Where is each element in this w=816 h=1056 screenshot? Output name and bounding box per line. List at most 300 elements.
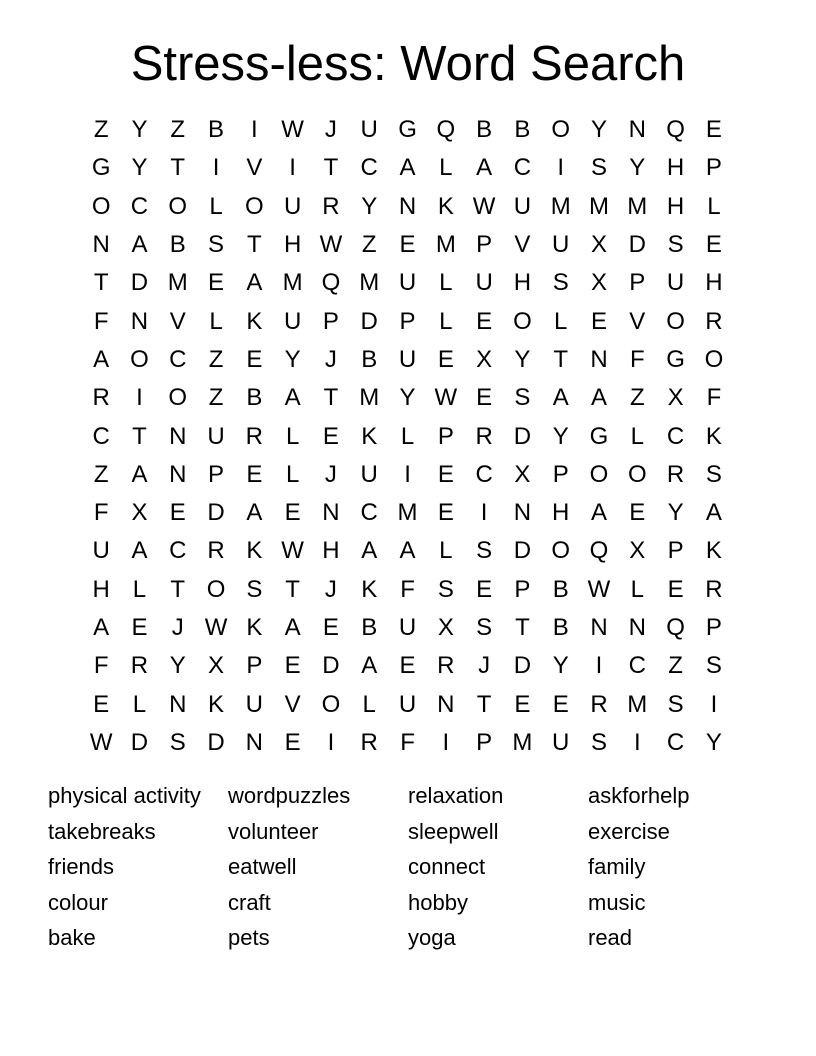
grid-letter[interactable]: R — [245, 422, 263, 450]
grid-letter[interactable]: H — [283, 231, 302, 259]
grid-letter[interactable]: D — [130, 269, 149, 297]
grid-letter[interactable]: J — [478, 652, 491, 680]
grid-letter[interactable]: O — [666, 307, 685, 335]
grid-letter[interactable]: D — [207, 728, 225, 756]
grid-letter[interactable]: W — [587, 575, 611, 603]
grid-letter[interactable]: D — [513, 652, 532, 680]
grid-letter[interactable]: Y — [399, 384, 416, 412]
grid-letter[interactable]: L — [132, 690, 147, 718]
grid-letter[interactable]: G — [666, 345, 685, 373]
grid-letter[interactable]: C — [360, 499, 378, 527]
grid-letter[interactable]: E — [591, 307, 608, 335]
grid-letter[interactable]: R — [92, 384, 110, 412]
grid-letter[interactable]: L — [285, 460, 300, 488]
grid-letter[interactable]: A — [246, 269, 263, 297]
grid-letter[interactable]: U — [245, 690, 263, 718]
grid-letter[interactable]: P — [629, 269, 646, 297]
grid-letter[interactable]: B — [514, 116, 531, 144]
grid-letter[interactable]: F — [629, 345, 645, 373]
word-list-item: eatwell — [228, 854, 297, 880]
grid-letter[interactable]: N — [398, 192, 417, 220]
grid-letter[interactable]: P — [399, 307, 416, 335]
grid-letter[interactable]: L — [132, 575, 147, 603]
grid-letter[interactable]: N — [590, 614, 608, 641]
grid-letter[interactable]: A — [552, 384, 569, 412]
grid-letter[interactable]: V — [284, 690, 301, 718]
grid-letter[interactable]: U — [552, 231, 570, 259]
grid-letter[interactable]: B — [476, 116, 493, 144]
grid-letter[interactable]: O — [589, 460, 609, 488]
grid-letter[interactable]: E — [705, 116, 722, 144]
grid-letter[interactable]: T — [247, 231, 262, 259]
grid-letter[interactable]: E — [399, 231, 416, 259]
grid-letter[interactable]: O — [551, 116, 571, 144]
grid-letter[interactable]: C — [628, 652, 646, 680]
word-list-item: exercise — [588, 818, 670, 844]
grid-letter[interactable]: Q — [589, 537, 609, 565]
grid-letter[interactable]: C — [169, 345, 187, 373]
grid-letter[interactable]: W — [434, 384, 458, 412]
grid-letter[interactable]: S — [169, 728, 186, 756]
grid-letter[interactable]: M — [167, 269, 188, 297]
grid-letter[interactable]: I — [595, 652, 603, 680]
grid-letter[interactable]: U — [360, 460, 378, 488]
grid-letter[interactable]: U — [360, 116, 378, 144]
grid-letter[interactable]: D — [513, 537, 532, 565]
grid-letter[interactable]: S — [476, 614, 493, 641]
grid-letter[interactable]: O — [704, 345, 724, 373]
grid-letter[interactable]: C — [666, 728, 685, 756]
grid-letter[interactable]: L — [209, 307, 223, 335]
grid-letter[interactable]: C — [130, 192, 149, 220]
grid-letter[interactable]: G — [589, 422, 609, 450]
grid-letter[interactable]: A — [361, 537, 378, 565]
grid-letter[interactable]: K — [705, 422, 722, 450]
grid-letter[interactable]: E — [93, 690, 110, 718]
grid-letter[interactable]: M — [512, 728, 533, 756]
grid-letter[interactable]: K — [705, 537, 722, 565]
grid-letter[interactable]: A — [93, 345, 110, 373]
grid-letter[interactable]: E — [476, 575, 493, 603]
grid-letter[interactable]: Q — [321, 269, 341, 297]
grid-letter[interactable]: C — [475, 460, 493, 488]
grid-letter[interactable]: P — [208, 460, 225, 488]
grid-letter[interactable]: H — [666, 192, 685, 220]
grid-letter[interactable]: M — [627, 192, 648, 220]
grid-letter[interactable]: A — [284, 384, 301, 412]
grid-letter[interactable]: T — [515, 614, 530, 641]
grid-letter[interactable]: S — [552, 269, 569, 297]
grid-letter[interactable]: R — [590, 690, 608, 718]
grid-letter[interactable]: N — [513, 499, 532, 527]
grid-letter[interactable]: W — [89, 728, 113, 756]
grid-letter[interactable]: B — [552, 575, 569, 603]
grid-letter[interactable]: S — [437, 575, 454, 603]
grid-row — [82, 494, 733, 532]
grid-letter[interactable]: H — [92, 575, 110, 603]
grid-letter[interactable]: Z — [93, 116, 109, 144]
grid-letter[interactable]: R — [705, 575, 723, 603]
grid-letter[interactable]: Y — [629, 154, 646, 182]
grid-letter[interactable]: L — [707, 192, 721, 220]
grid-letter[interactable]: A — [361, 652, 378, 680]
grid-letter[interactable]: O — [513, 307, 532, 335]
grid-letter[interactable]: L — [630, 422, 644, 450]
grid-letter[interactable]: P — [705, 154, 722, 182]
grid-letter[interactable]: S — [667, 690, 684, 718]
grid-letter[interactable]: Y — [361, 192, 378, 220]
grid-letter[interactable]: A — [131, 231, 148, 259]
grid-letter[interactable]: D — [207, 499, 225, 527]
grid-letter[interactable]: Y — [514, 345, 531, 373]
grid-letter[interactable]: Y — [552, 652, 569, 680]
grid-letter[interactable]: E — [552, 690, 569, 718]
grid-letter[interactable]: O — [245, 192, 264, 220]
grid-letter[interactable]: E — [284, 652, 301, 680]
grid-letter[interactable]: K — [361, 575, 378, 603]
grid-letter[interactable]: L — [554, 307, 568, 335]
grid-letter[interactable]: I — [404, 460, 411, 488]
grid-letter[interactable]: R — [705, 307, 723, 335]
grid-letter[interactable]: A — [705, 499, 722, 527]
grid-letter[interactable]: P — [322, 307, 339, 335]
grid-letter[interactable]: A — [93, 614, 110, 641]
grid-letter[interactable]: Q — [436, 116, 456, 144]
grid-letter[interactable]: E — [514, 690, 531, 718]
grid-letter[interactable]: A — [284, 614, 301, 641]
grid-letter[interactable]: C — [666, 422, 685, 450]
grid-letter[interactable]: T — [170, 154, 186, 182]
grid-letter[interactable]: Z — [93, 460, 109, 488]
grid-letter[interactable]: I — [289, 154, 296, 182]
grid-letter[interactable]: T — [323, 384, 339, 412]
grid-letter[interactable]: U — [513, 192, 532, 220]
grid-letter[interactable]: O — [130, 345, 149, 373]
word-list-item: family — [588, 854, 646, 880]
grid-letter[interactable]: L — [285, 422, 300, 450]
grid-letter[interactable]: O — [627, 460, 647, 488]
grid-letter[interactable]: Q — [666, 116, 685, 144]
grid-letter[interactable]: R — [322, 192, 340, 220]
grid-letter[interactable]: S — [208, 231, 225, 259]
grid-letter[interactable]: H — [666, 154, 685, 182]
grid-letter[interactable]: L — [439, 537, 453, 565]
grid-letter[interactable]: F — [706, 384, 722, 412]
grid-letter[interactable]: F — [93, 307, 109, 335]
grid-letter[interactable]: P — [705, 614, 722, 641]
grid-letter[interactable]: K — [361, 422, 378, 450]
grid-letter[interactable]: U — [398, 690, 417, 718]
grid-letter[interactable]: M — [359, 384, 380, 412]
grid-letter[interactable]: O — [91, 192, 111, 220]
grid-letter[interactable]: H — [322, 537, 340, 565]
grid-letter[interactable]: E — [437, 499, 454, 527]
grid-letter[interactable]: N — [437, 690, 455, 718]
grid-letter[interactable]: B — [246, 384, 263, 412]
grid-letter[interactable]: B — [552, 614, 569, 641]
grid-letter[interactable]: E — [131, 614, 148, 641]
grid-letter[interactable]: V — [514, 231, 531, 259]
grid-letter[interactable]: M — [282, 269, 303, 297]
grid-letter[interactable]: A — [131, 537, 148, 565]
grid-letter[interactable]: M — [435, 231, 456, 259]
grid-letter[interactable]: X — [591, 231, 608, 259]
grid-letter[interactable]: U — [398, 614, 417, 641]
grid-letter[interactable]: R — [207, 537, 225, 565]
grid-letter[interactable]: J — [324, 116, 337, 144]
grid-letter[interactable]: J — [324, 345, 337, 373]
grid-letter[interactable]: K — [246, 537, 263, 565]
grid-letter[interactable]: V — [169, 307, 186, 335]
grid-letter[interactable]: I — [136, 384, 143, 412]
grid-letter[interactable]: N — [322, 499, 340, 527]
grid-letter[interactable]: S — [705, 652, 722, 680]
grid-letter[interactable]: X — [667, 384, 684, 412]
grid-letter[interactable]: L — [209, 192, 223, 220]
grid-letter[interactable]: Z — [361, 231, 377, 259]
grid-letter[interactable]: T — [170, 575, 186, 603]
grid-letter[interactable]: S — [514, 384, 531, 412]
grid-letter[interactable]: W — [319, 231, 343, 259]
grid-letter[interactable]: D — [322, 652, 340, 680]
grid-letter[interactable]: E — [437, 345, 454, 373]
grid-letter[interactable]: B — [361, 614, 378, 641]
grid-letter[interactable]: N — [169, 690, 187, 718]
grid-row — [82, 456, 733, 494]
grid-letter[interactable]: W — [472, 192, 496, 220]
grid-letter[interactable]: Z — [208, 345, 224, 373]
grid-letter[interactable]: Y — [705, 728, 722, 756]
grid-letter[interactable]: B — [361, 345, 378, 373]
grid-letter[interactable]: D — [628, 231, 646, 259]
grid-letter[interactable]: C — [169, 537, 187, 565]
grid-letter[interactable]: K — [246, 307, 263, 335]
grid-letter[interactable]: O — [321, 690, 341, 718]
grid-letter[interactable]: P — [514, 575, 531, 603]
grid-letter[interactable]: R — [360, 728, 378, 756]
word-list-item: music — [588, 889, 646, 915]
grid-letter[interactable]: I — [442, 728, 450, 756]
grid-letter[interactable]: R — [130, 652, 149, 680]
letter-grid[interactable] — [82, 111, 733, 762]
grid-letter[interactable]: T — [285, 575, 300, 603]
grid-letter[interactable]: P — [437, 422, 454, 450]
grid-letter[interactable]: E — [476, 384, 493, 412]
grid-letter[interactable]: J — [171, 614, 184, 641]
grid-letter[interactable]: U — [398, 269, 417, 297]
grid-letter[interactable]: T — [476, 690, 492, 718]
grid-letter[interactable]: B — [208, 116, 225, 144]
grid-letter[interactable]: U — [283, 307, 302, 335]
grid-letter[interactable]: S — [667, 231, 684, 259]
grid-letter[interactable]: L — [362, 690, 376, 718]
grid-letter[interactable]: S — [591, 154, 608, 182]
grid-letter[interactable]: H — [705, 269, 723, 297]
grid-letter[interactable]: N — [92, 231, 110, 259]
grid-letter[interactable]: T — [553, 345, 569, 373]
grid-letter[interactable]: T — [132, 422, 147, 450]
grid-letter[interactable]: Y — [131, 116, 148, 144]
grid-letter[interactable]: Y — [131, 154, 148, 182]
grid-letter[interactable]: Z — [170, 116, 186, 144]
grid-letter[interactable]: T — [93, 269, 109, 297]
grid-letter[interactable]: X — [131, 499, 148, 527]
grid-letter[interactable]: Y — [169, 652, 186, 680]
grid-letter[interactable]: Z — [668, 652, 683, 680]
grid-letter[interactable]: N — [245, 728, 263, 756]
grid-letter[interactable]: U — [92, 537, 110, 565]
grid-letter[interactable]: Y — [591, 116, 608, 144]
grid-letter[interactable]: N — [169, 460, 187, 488]
grid-letter[interactable]: A — [131, 460, 148, 488]
grid-letter[interactable]: M — [359, 269, 380, 297]
grid-letter[interactable]: P — [552, 460, 569, 488]
grid-letter[interactable]: E — [246, 345, 263, 373]
grid-letter[interactable]: O — [168, 192, 188, 220]
grid-letter[interactable]: X — [514, 460, 531, 488]
grid-letter[interactable]: M — [589, 192, 609, 220]
grid-letter[interactable]: Q — [666, 614, 685, 641]
grid-letter[interactable]: A — [591, 384, 608, 412]
grid-letter[interactable]: D — [360, 307, 378, 335]
grid-letter[interactable]: B — [169, 231, 186, 259]
grid-letter[interactable]: L — [400, 422, 415, 450]
grid-letter[interactable]: I — [633, 728, 641, 756]
grid-letter[interactable]: G — [398, 116, 417, 144]
grid-letter[interactable]: E — [322, 422, 339, 450]
grid-letter[interactable]: S — [705, 460, 722, 488]
grid-letter[interactable]: Z — [629, 384, 645, 412]
grid-letter[interactable]: E — [629, 499, 646, 527]
grid-letter[interactable]: F — [93, 499, 109, 527]
grid-letter[interactable]: E — [169, 499, 186, 527]
grid-letter[interactable]: Z — [208, 384, 224, 412]
grid-letter[interactable]: Y — [552, 422, 569, 450]
grid-letter[interactable]: X — [208, 652, 225, 680]
grid-row — [82, 302, 733, 340]
grid-letter[interactable]: N — [628, 614, 646, 641]
grid-letter[interactable]: I — [710, 690, 718, 718]
grid-letter[interactable]: E — [476, 307, 493, 335]
grid-letter[interactable]: P — [246, 652, 263, 680]
grid-letter[interactable]: F — [93, 652, 109, 680]
grid-letter[interactable]: D — [130, 728, 149, 756]
grid-letter[interactable]: U — [283, 192, 302, 220]
grid-letter[interactable]: L — [439, 307, 453, 335]
grid-letter[interactable]: N — [590, 345, 608, 373]
grid-letter[interactable]: S — [246, 575, 263, 603]
grid-letter[interactable]: O — [551, 537, 571, 565]
grid-letter[interactable]: F — [400, 575, 415, 603]
grid-letter[interactable]: U — [475, 269, 493, 297]
grid-letter[interactable]: E — [246, 460, 263, 488]
grid-letter[interactable]: K — [437, 192, 454, 220]
grid-letter[interactable]: P — [667, 537, 684, 565]
grid-letter[interactable]: C — [360, 154, 378, 182]
word-list-item: colour — [48, 889, 108, 915]
grid-letter[interactable]: C — [92, 422, 110, 450]
grid-letter[interactable]: X — [476, 345, 493, 373]
grid-letter[interactable]: E — [667, 575, 684, 603]
grid-letter[interactable]: L — [630, 575, 644, 603]
grid-letter[interactable]: G — [91, 154, 111, 182]
word-list-item: volunteer — [228, 818, 319, 844]
grid-letter[interactable]: U — [207, 422, 225, 450]
grid-letter[interactable]: N — [169, 422, 187, 450]
grid-letter[interactable]: V — [246, 154, 263, 182]
grid-letter[interactable]: I — [327, 728, 335, 756]
grid-letter[interactable]: E — [208, 269, 225, 297]
grid-letter[interactable]: Y — [667, 499, 684, 527]
grid-letter[interactable]: I — [212, 154, 220, 182]
grid-letter[interactable]: L — [439, 154, 453, 182]
grid-letter[interactable]: O — [168, 384, 188, 412]
grid-letter[interactable]: J — [324, 460, 337, 488]
grid-letter[interactable]: A — [399, 154, 416, 182]
grid-letter[interactable]: R — [437, 652, 455, 680]
grid-letter[interactable]: W — [281, 537, 304, 565]
word-list-item: bake — [48, 925, 96, 951]
grid-letter[interactable]: S — [591, 728, 608, 756]
grid-letter[interactable]: N — [130, 307, 149, 335]
grid-letter[interactable]: W — [281, 116, 304, 144]
grid-letter[interactable]: U — [666, 269, 685, 297]
grid-letter[interactable]: A — [476, 154, 493, 182]
grid-letter[interactable]: E — [399, 652, 416, 680]
grid-letter[interactable]: E — [322, 614, 339, 641]
grid-letter[interactable]: A — [246, 499, 263, 527]
grid-letter[interactable]: O — [206, 575, 226, 603]
grid-letter[interactable]: K — [208, 690, 225, 718]
grid-letter[interactable]: V — [629, 307, 646, 335]
grid-letter[interactable]: S — [476, 537, 493, 565]
grid-letter[interactable]: X — [437, 614, 454, 641]
grid-letter[interactable]: U — [398, 345, 417, 373]
grid-letter[interactable]: E — [284, 728, 301, 756]
grid-letter[interactable]: W — [204, 614, 228, 641]
grid-letter[interactable]: H — [513, 269, 532, 297]
grid-letter[interactable]: L — [439, 269, 453, 297]
grid-letter[interactable]: P — [476, 728, 493, 756]
grid-letter[interactable]: F — [400, 728, 415, 756]
grid-letter[interactable]: E — [284, 499, 301, 527]
grid-letter[interactable]: T — [323, 154, 339, 182]
grid-letter[interactable]: M — [397, 499, 418, 527]
grid-letter[interactable]: N — [628, 116, 646, 144]
grid-letter[interactable]: E — [437, 460, 454, 488]
grid-letter[interactable]: M — [550, 192, 571, 220]
grid-letter[interactable]: A — [399, 537, 416, 565]
grid-letter[interactable]: R — [666, 460, 685, 488]
grid-letter[interactable]: I — [557, 154, 565, 182]
grid-letter[interactable]: Y — [284, 345, 301, 373]
grid-letter[interactable]: U — [552, 728, 570, 756]
grid-letter[interactable]: P — [476, 231, 493, 259]
grid-letter[interactable]: E — [705, 231, 722, 259]
grid-letter[interactable]: I — [480, 499, 488, 527]
grid-letter[interactable]: M — [627, 690, 648, 718]
grid-letter[interactable]: I — [251, 116, 258, 144]
grid-letter[interactable]: X — [591, 269, 608, 297]
grid-letter[interactable]: A — [591, 499, 608, 527]
grid-letter[interactable]: R — [475, 422, 493, 450]
grid-letter[interactable]: X — [629, 537, 646, 565]
grid-letter[interactable]: H — [552, 499, 570, 527]
grid-letter[interactable]: D — [513, 422, 532, 450]
grid-letter[interactable]: K — [246, 614, 263, 641]
grid-letter[interactable]: C — [513, 154, 532, 182]
grid-letter[interactable]: J — [324, 575, 337, 603]
